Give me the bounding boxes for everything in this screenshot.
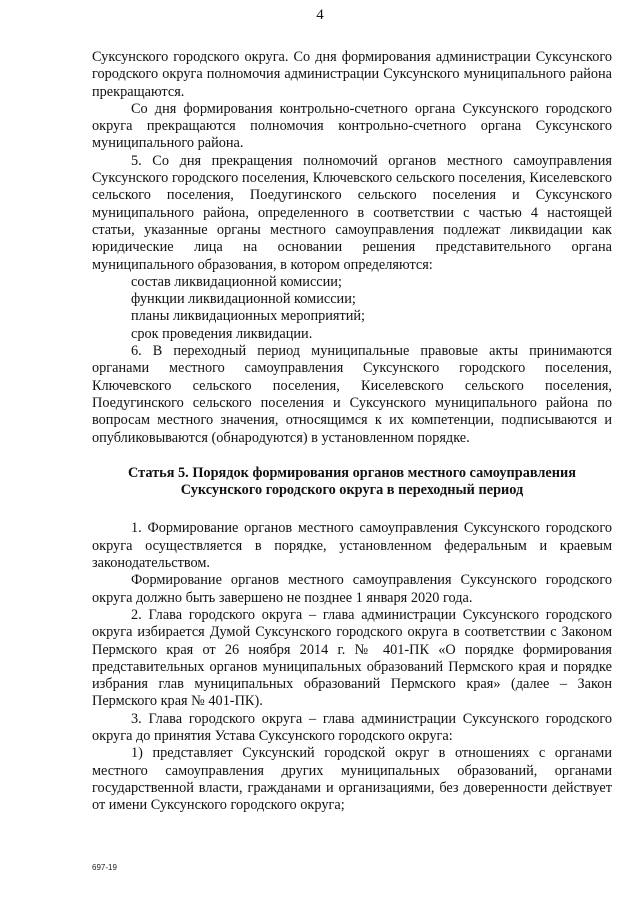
paragraph-article5-1: 1. Формирование органов местного самоуправления Суксунского городского округа осуществляется в порядке, установленном федеральным и краевым законодательством. (92, 520, 612, 572)
paragraph-control-body: Со дня формирования контрольно-счетного органа Суксунского городского округа прекращаются полномочия контрольно-счетного органа Суксунского муниципального района. (92, 100, 612, 152)
list-item: планы ликвидационных мероприятий; (131, 308, 366, 325)
paragraph-article5-3-item-1: 1) представляет Суксунский городской округ в отношениях с органами местного самоуправления других муниципальных образований, органами государственной власти, гражданами и организациями, без доверенности действует от имени Суксунского городского округа; (92, 745, 612, 814)
document-code: 697-19 (92, 863, 117, 872)
liquidation-list (92, 274, 612, 343)
paragraph-5: 5. Со дня прекращения полномочий органов местного самоуправления Суксунского городского поселения, Ключевского сельского поселения, Киселевского сельского поселения, Поедугинского сельского поселения и Суксунского муниципального района, определенного в соответствии с частью 4 настоящей статьи, указанные органы местного самоуправления подлежат ликвидации как юридические лица на основании решения представительного органа муниципального образования, в котором определяются: (92, 152, 612, 273)
article-heading-line-2: Суксунского городского округа в переходный период (180, 482, 524, 499)
article-heading (92, 465, 612, 500)
list-item: функции ликвидационной комиссии; (131, 291, 356, 308)
list-item: состав ликвидационной комиссии; (131, 273, 342, 290)
paragraph-continuation: Суксунского городского округа. Со дня формирования администрации Суксунского городского округа полномочия администрации Суксунского муниципального района прекращаются. (92, 49, 612, 100)
page-number: 4 (316, 7, 324, 23)
paragraph-article5-3: 3. Глава городского округа – глава администрации Суксунского городского округа до принятия Устава Суксунского городского округа: (92, 710, 612, 744)
list-item: срок проведения ликвидации. (131, 325, 313, 342)
paragraph-article5-formation-deadline: Формирование органов местного самоуправления Суксунского городского округа должно быть завершено не позднее 1 января 2020 года. (92, 572, 612, 606)
paragraph-6: 6. В переходный период муниципальные правовые акты принимаются органами местного самоуправления Суксунского городского поселения, Ключевского сельского поселения, Киселевского сельского поселения, Поедугинского сельского поселения и Суксунского муниципального района по вопросам местного значения, относящимся к их компетенции, подписываются и опубликовываются (обнародуются) в установленном порядке. (92, 343, 612, 446)
paragraph-article5-2: 2. Глава городского округа – глава администрации Суксунского городского округа избирается Думой Суксунского городского округа в соответствии с Законом Пермского края от 26 ноября 2014 г. № 401-ПК «О порядке формирования представительных органов муниципальных образований Пермского края и порядке избрания глав муниципальных образований Пермского края» (далее – Закон Пермского края № 401-ПК). (92, 606, 612, 710)
document-body (92, 49, 612, 814)
article-heading-line-1: Статья 5. Порядок формирования органов местного самоуправления (128, 464, 576, 481)
